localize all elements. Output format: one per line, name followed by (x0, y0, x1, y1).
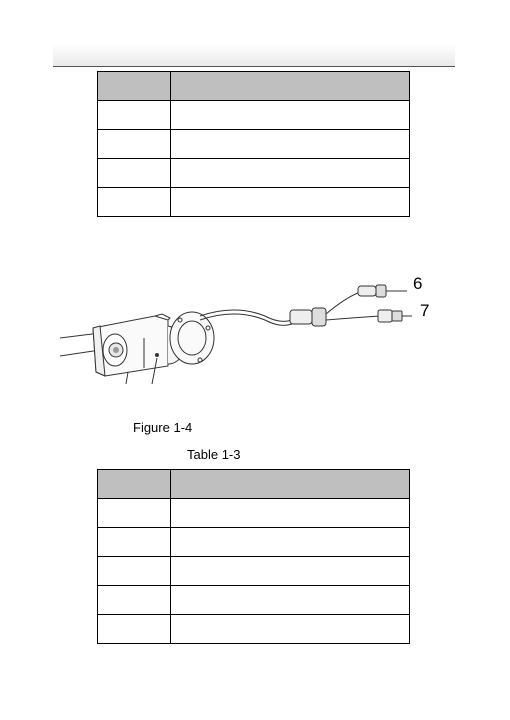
camera-figure (60, 268, 460, 418)
page-header-band (53, 44, 455, 66)
table-cell (98, 499, 171, 528)
table-cell (98, 159, 171, 188)
table-row (98, 159, 410, 188)
table-cell (98, 188, 171, 217)
table-cell (171, 101, 410, 130)
header-rule (53, 66, 455, 67)
table-row (98, 499, 410, 528)
table-header-row (98, 470, 410, 499)
table-cell (171, 586, 410, 615)
table-bottom (97, 469, 410, 644)
table-cell (98, 101, 171, 130)
table-row (98, 586, 410, 615)
table-cell (98, 528, 171, 557)
table-cell (171, 499, 410, 528)
table-cell (171, 528, 410, 557)
table-cell (98, 130, 171, 159)
table-row (98, 528, 410, 557)
table-header-row (98, 72, 410, 101)
table-row (98, 557, 410, 586)
table-top (97, 71, 410, 217)
callout-7: 7 (420, 301, 430, 320)
table-cell (98, 615, 171, 644)
table-header-cell-1 (98, 72, 171, 101)
bullet-camera-illustration (60, 268, 460, 418)
table-cell (171, 188, 410, 217)
table-row (98, 615, 410, 644)
table-header-cell-2 (171, 72, 410, 101)
callout-6: 6 (413, 274, 423, 293)
table-cell (171, 615, 410, 644)
figure-caption: Figure 1-4 (133, 420, 193, 435)
table-cell (171, 130, 410, 159)
table-cell (171, 557, 410, 586)
table-header-cell-2 (171, 470, 410, 499)
table-row (98, 130, 410, 159)
table-row (98, 101, 410, 130)
table-cell (98, 586, 171, 615)
table-caption: Table 1-3 (187, 447, 241, 462)
table-cell (171, 159, 410, 188)
table-row (98, 188, 410, 217)
table-header-cell-1 (98, 470, 171, 499)
table-cell (98, 557, 171, 586)
